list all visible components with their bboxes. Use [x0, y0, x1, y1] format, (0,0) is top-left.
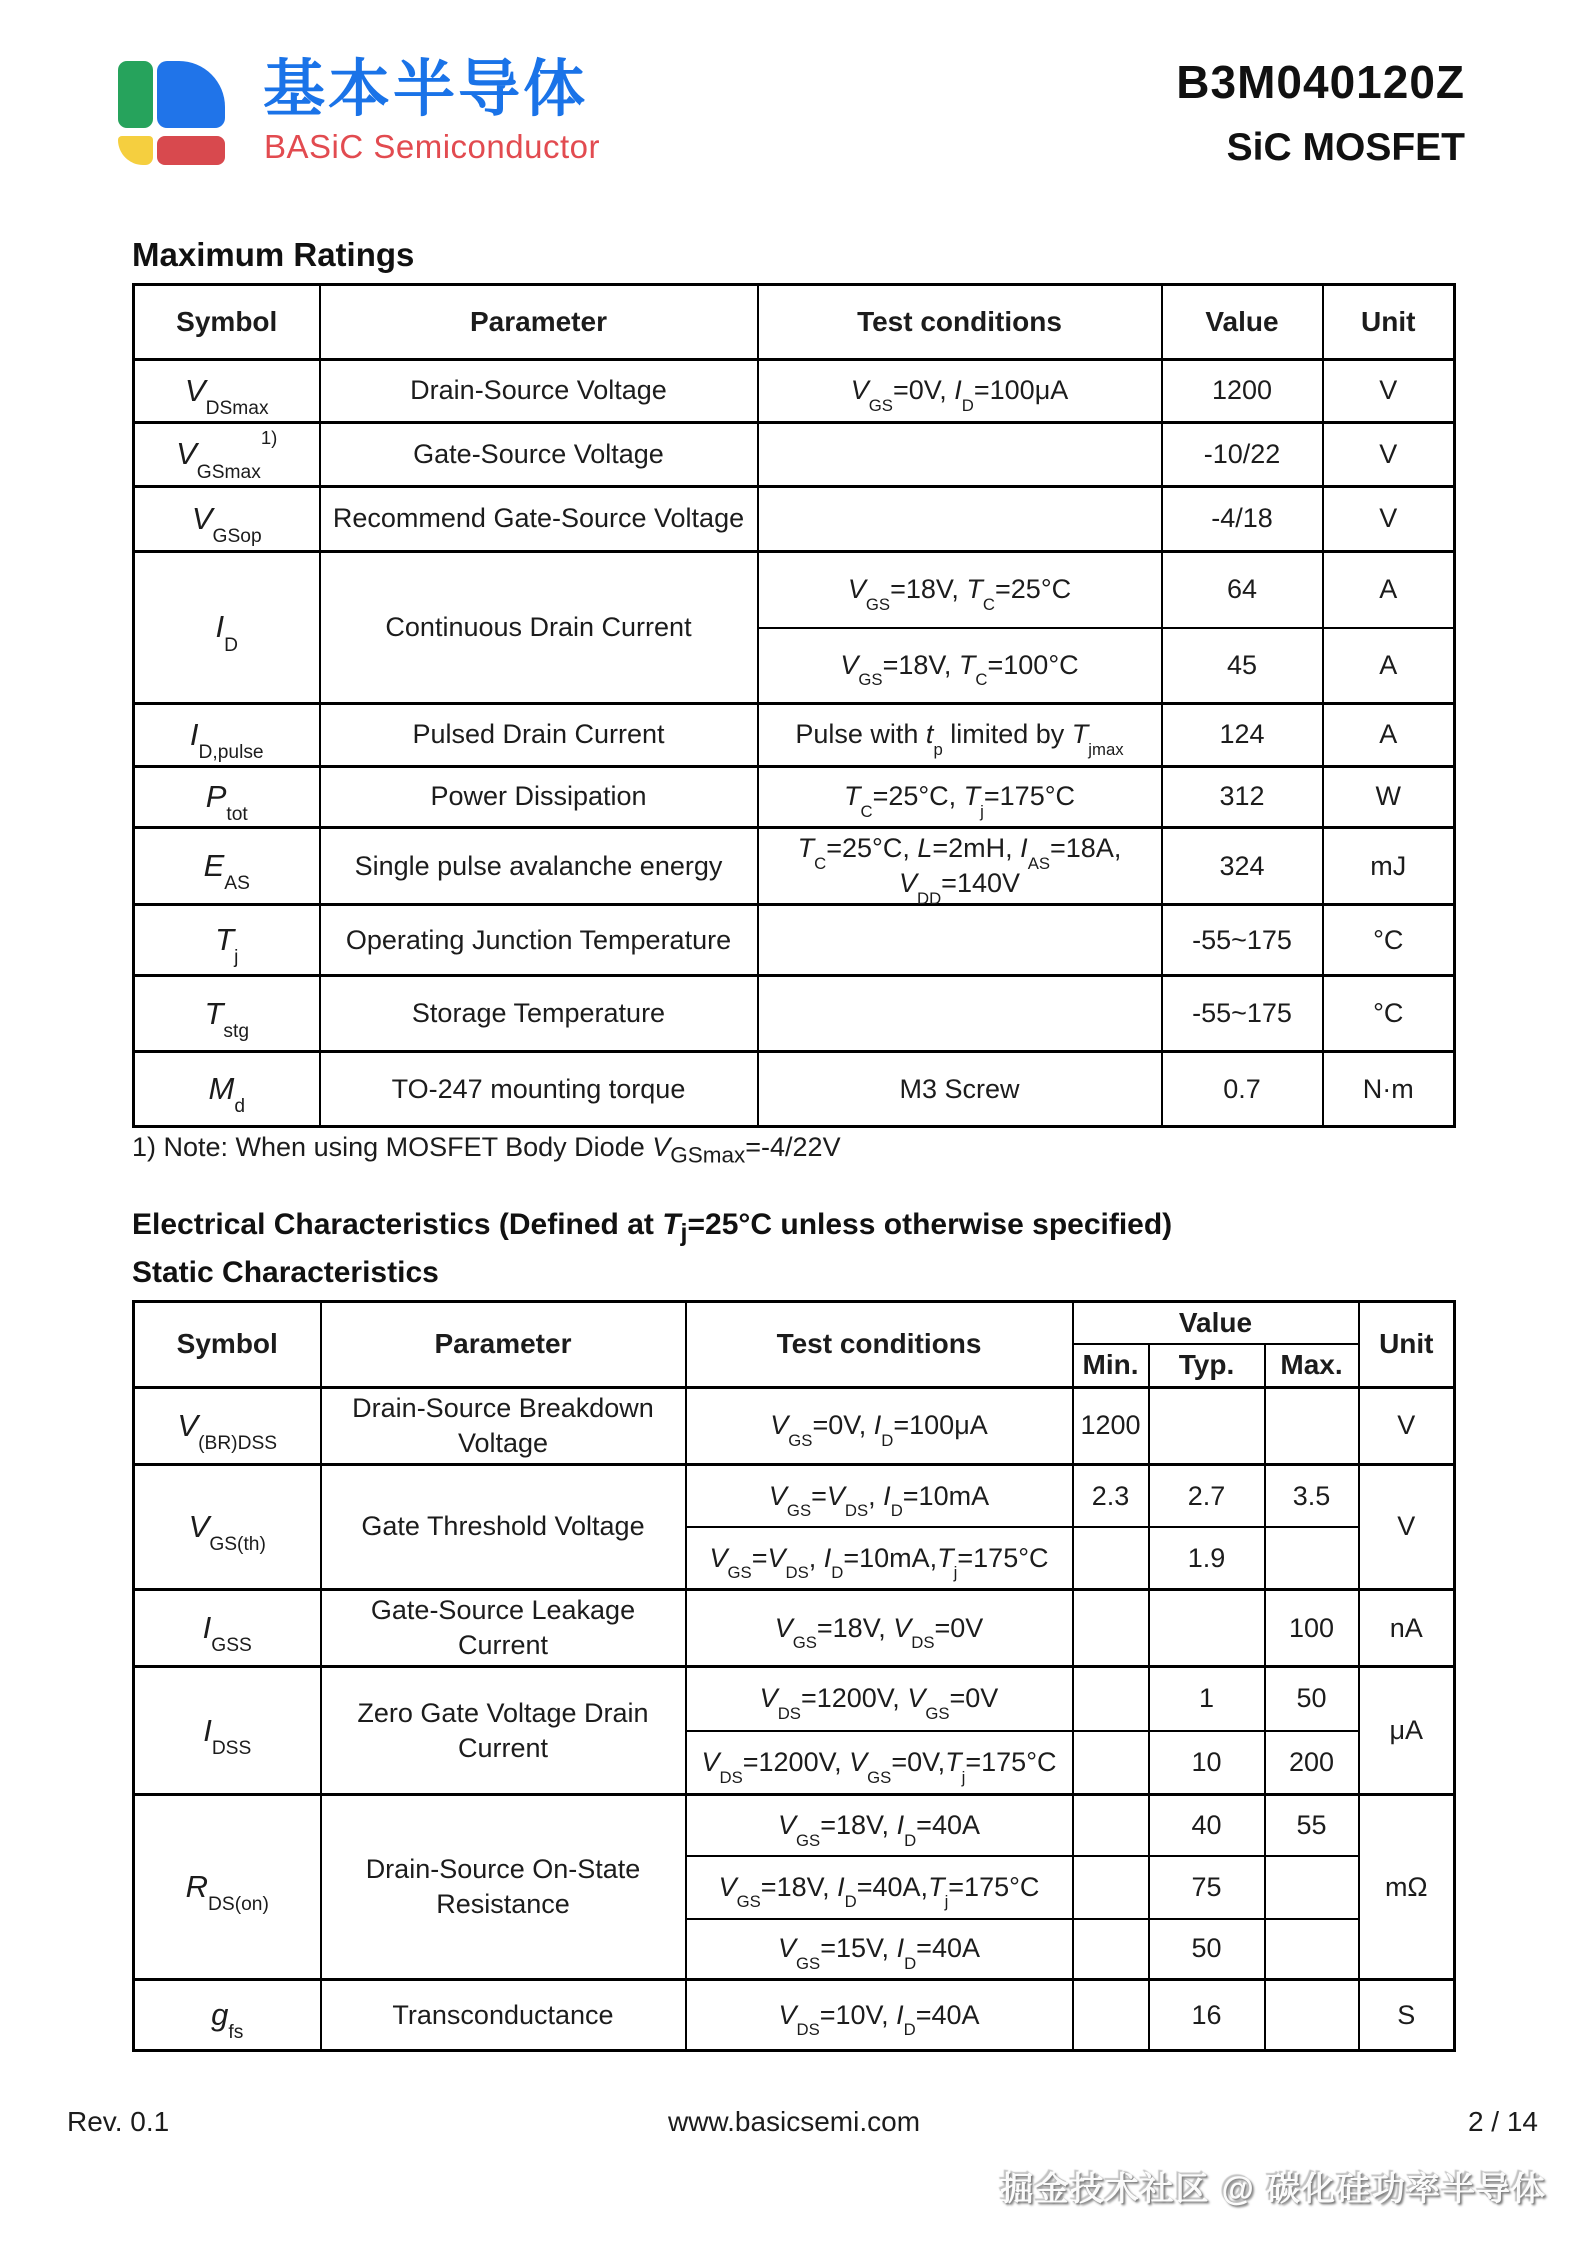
max-cell [1265, 1856, 1359, 1919]
footer-revision: Rev. 0.1 [67, 2106, 170, 2137]
parameter-cell: Gate-Source Leakage Current [321, 1589, 686, 1666]
value-cell: -55~175 [1162, 976, 1323, 1052]
symbol-cell: $V_{GS(th)}$ [134, 1464, 321, 1589]
brand-name-english: BASiC Semiconductor [264, 128, 600, 165]
unit-cell: μA [1359, 1667, 1455, 1795]
value-cell: -4/18 [1162, 487, 1323, 552]
typ-cell: 16 [1149, 1980, 1265, 2051]
column-header: Value [1162, 285, 1323, 360]
table-row [134, 1667, 1455, 1731]
condition-cell: $T_C=25^\circ C$, L=2mH, $I_{AS}=18A$, $V_{DD}=140V$ [758, 828, 1162, 905]
condition-cell: $T_C=25^\circ C$, $T_j=175^\circ C$ [758, 767, 1162, 828]
symbol-cell: $I_D$ [134, 552, 320, 704]
static-characteristics-table [132, 1300, 1456, 2052]
min-cell [1073, 1589, 1149, 1666]
column-header: Symbol [134, 1302, 321, 1388]
value-cell: -10/22 [1162, 423, 1323, 487]
typ-cell: 10 [1149, 1731, 1265, 1795]
parameter-cell: Drain-Source Breakdown Voltage [321, 1387, 686, 1464]
table-row [134, 767, 1455, 828]
footer-page-number: 2 / 14 [1467, 2106, 1538, 2137]
symbol-cell: $V_{GSmax}^{1)}$ [134, 423, 320, 487]
column-header: Test conditions [686, 1302, 1073, 1388]
min-cell: 1200 [1073, 1387, 1149, 1464]
unit-cell: mJ [1323, 828, 1455, 905]
table-row [134, 1052, 1455, 1127]
table-row [134, 828, 1455, 905]
parameter-cell: Zero Gate Voltage Drain Current [321, 1667, 686, 1795]
typ-cell: 50 [1149, 1919, 1265, 1980]
parameter-cell: Pulsed Drain Current [320, 704, 758, 767]
typ-cell: 1.9 [1149, 1527, 1265, 1589]
parameter-cell: Drain-Source On-State Resistance [321, 1795, 686, 1980]
column-header: Unit [1323, 285, 1455, 360]
value-cell: 45 [1162, 628, 1323, 704]
footer-website: www.basicsemi.com [667, 2106, 921, 2137]
unit-cell: V [1323, 487, 1455, 552]
parameter-cell: Drain-Source Voltage [320, 360, 758, 423]
page-footer [0, 2106, 1588, 2140]
column-header: Test conditions [758, 285, 1162, 360]
parameter-cell: TO-247 mounting torque [320, 1052, 758, 1127]
symbol-cell: $I_{DSS}$ [134, 1667, 321, 1795]
condition-cell: M3 Screw [758, 1052, 1162, 1127]
typ-cell: 75 [1149, 1856, 1265, 1919]
min-cell [1073, 1856, 1149, 1919]
table-row [134, 976, 1455, 1052]
typ-cell [1149, 1387, 1265, 1464]
column-header: Parameter [320, 285, 758, 360]
watermark-text: 掘金技术社区 @ 碳化硅功率半导体 [1000, 2170, 1547, 2207]
column-subheader: Min. [1073, 1344, 1149, 1387]
unit-cell: V [1359, 1387, 1455, 1464]
table-row [134, 423, 1455, 487]
symbol-cell: $P_{tot}$ [134, 767, 320, 828]
logo-yellow-block-icon [118, 136, 153, 165]
condition-cell [758, 976, 1162, 1052]
parameter-cell: Single pulse avalanche energy [320, 828, 758, 905]
max-cell [1265, 1387, 1359, 1464]
typ-cell: 2.7 [1149, 1464, 1265, 1527]
unit-cell: °C [1323, 905, 1455, 976]
maximum-ratings-table [132, 283, 1456, 1128]
condition-cell [758, 423, 1162, 487]
symbol-cell: $V_{DSmax}$ [134, 360, 320, 423]
unit-cell: °C [1323, 976, 1455, 1052]
parameter-cell: Continuous Drain Current [320, 552, 758, 704]
product-type: SiC MOSFET [1226, 126, 1465, 169]
symbol-cell: $I_{D,pulse}$ [134, 704, 320, 767]
unit-cell: mΩ [1359, 1795, 1455, 1980]
typ-cell: 40 [1149, 1795, 1265, 1856]
condition-cell: $V_{GS}=V_{DS}$, $I_D=10mA,T_j=175^\circ C$ [686, 1527, 1073, 1589]
symbol-cell: $V_{(BR)DSS}$ [134, 1387, 321, 1464]
table-row [134, 1387, 1455, 1464]
condition-cell: $V_{DS}=1200V$, $V_{GS}=0V,T_j=175^\circ C$ [686, 1731, 1073, 1795]
table-row [134, 487, 1455, 552]
header-row [134, 1302, 1455, 1345]
table-row [134, 1589, 1455, 1666]
unit-cell: A [1323, 704, 1455, 767]
value-cell: 1200 [1162, 360, 1323, 423]
symbol-cell: $M_d$ [134, 1052, 320, 1127]
condition-cell: $V_{DS}=10V$, $I_D=40A$ [686, 1980, 1073, 2051]
condition-cell [758, 905, 1162, 976]
electrical-characteristics-title [132, 1205, 1462, 1293]
unit-cell: N·m [1323, 1052, 1455, 1127]
min-cell: 2.3 [1073, 1464, 1149, 1527]
logo-red-block-icon [157, 136, 225, 165]
value-cell: 124 [1162, 704, 1323, 767]
parameter-cell: Operating Junction Temperature [320, 905, 758, 976]
value-cell: 0.7 [1162, 1052, 1323, 1127]
max-cell: 200 [1265, 1731, 1359, 1795]
unit-cell: V [1323, 423, 1455, 487]
max-cell [1265, 1527, 1359, 1589]
condition-cell: $V_{GS}=18V$, $T_C=100^\circ C$ [758, 628, 1162, 704]
value-cell: -55~175 [1162, 905, 1323, 976]
table-row [134, 905, 1455, 976]
typ-cell [1149, 1589, 1265, 1666]
condition-cell: $V_{GS}=V_{DS}$, $I_D=10mA$ [686, 1464, 1073, 1527]
min-cell [1073, 1667, 1149, 1731]
min-cell [1073, 1731, 1149, 1795]
column-header-value: Value [1073, 1302, 1359, 1345]
value-cell: 324 [1162, 828, 1323, 905]
column-header: Symbol [134, 285, 320, 360]
unit-cell: nA [1359, 1589, 1455, 1666]
condition-cell: $V_{GS}=18V$, $T_C=25^\circ C$ [758, 552, 1162, 628]
table-row [134, 704, 1455, 767]
column-header: Parameter [321, 1302, 686, 1388]
condition-cell: $V_{GS}=18V$, $I_D=40A,T_j=175^\circ C$ [686, 1856, 1073, 1919]
unit-cell: V [1323, 360, 1455, 423]
value-cell: 64 [1162, 552, 1323, 628]
symbol-cell: $T_j$ [134, 905, 320, 976]
condition-cell: $V_{GS}=18V$, $V_{DS}=0V$ [686, 1589, 1073, 1666]
table-row [134, 1464, 1455, 1527]
condition-cell: $V_{GS}=0V$, $I_D=100\mu A$ [686, 1387, 1073, 1464]
symbol-cell: $I_{GSS}$ [134, 1589, 321, 1666]
logo-blue-block-icon [157, 61, 225, 128]
footnote: 1) Note: When using MOSFET Body Diode $V_{GSmax}=-4/22V$ [132, 1132, 841, 1168]
min-cell [1073, 1527, 1149, 1589]
min-cell [1073, 1919, 1149, 1980]
parameter-cell: Power Dissipation [320, 767, 758, 828]
max-cell [1265, 1980, 1359, 2051]
unit-cell: A [1323, 552, 1455, 628]
condition-cell: $V_{GS}=18V$, $I_D=40A$ [686, 1795, 1073, 1856]
column-header: Unit [1359, 1302, 1455, 1388]
max-cell [1265, 1919, 1359, 1980]
table-row [134, 360, 1455, 423]
unit-cell: V [1359, 1464, 1455, 1589]
unit-cell: A [1323, 628, 1455, 704]
condition-cell: Pulse with $t_p$ limited by $T_{jmax}$ [758, 704, 1162, 767]
symbol-cell: $R_{DS(on)}$ [134, 1795, 321, 1980]
column-subheader: Max. [1265, 1344, 1359, 1387]
parameter-cell: Gate Threshold Voltage [321, 1464, 686, 1589]
max-cell: 50 [1265, 1667, 1359, 1731]
parameter-cell: Transconductance [321, 1980, 686, 2051]
condition-cell [758, 487, 1162, 552]
symbol-cell: $g_{fs}$ [134, 1980, 321, 2051]
static-characteristics-subtitle: Static Characteristics [132, 1256, 439, 1289]
unit-cell: W [1323, 767, 1455, 828]
table-row [134, 1980, 1455, 2051]
typ-cell: 1 [1149, 1667, 1265, 1731]
column-subheader: Typ. [1149, 1344, 1265, 1387]
table-row [134, 1795, 1455, 1856]
company-logo [118, 61, 228, 166]
max-cell: 55 [1265, 1795, 1359, 1856]
parameter-cell: Recommend Gate-Source Voltage [320, 487, 758, 552]
min-cell [1073, 1980, 1149, 2051]
max-cell: 3.5 [1265, 1464, 1359, 1527]
brand-name-chinese: 基本半导体 [263, 55, 589, 124]
min-cell [1073, 1795, 1149, 1856]
max-cell: 100 [1265, 1589, 1359, 1666]
condition-cell: $V_{GS}=15V$, $I_D=40A$ [686, 1919, 1073, 1980]
condition-cell: $V_{DS}=1200V$, $V_{GS}=0V$ [686, 1667, 1073, 1731]
part-number: B3M040120Z [1176, 56, 1465, 108]
parameter-cell: Gate-Source Voltage [320, 423, 758, 487]
unit-cell: S [1359, 1980, 1455, 2051]
value-cell: 312 [1162, 767, 1323, 828]
header-row [134, 285, 1455, 360]
logo-green-block-icon [118, 61, 153, 128]
condition-cell: $V_{GS}=0V$, $I_D=100\mu A$ [758, 360, 1162, 423]
symbol-cell: $T_{stg}$ [134, 976, 320, 1052]
parameter-cell: Storage Temperature [320, 976, 758, 1052]
symbol-cell: $E_{AS}$ [134, 828, 320, 905]
electrical-title-line: Electrical Characteristics (Defined at $T_j=25^\circ C$ unless otherwise specified) [132, 1208, 1173, 1247]
symbol-cell: $V_{GSop}$ [134, 487, 320, 552]
table-row [134, 552, 1455, 628]
maximum-ratings-title: Maximum Ratings [132, 236, 415, 273]
